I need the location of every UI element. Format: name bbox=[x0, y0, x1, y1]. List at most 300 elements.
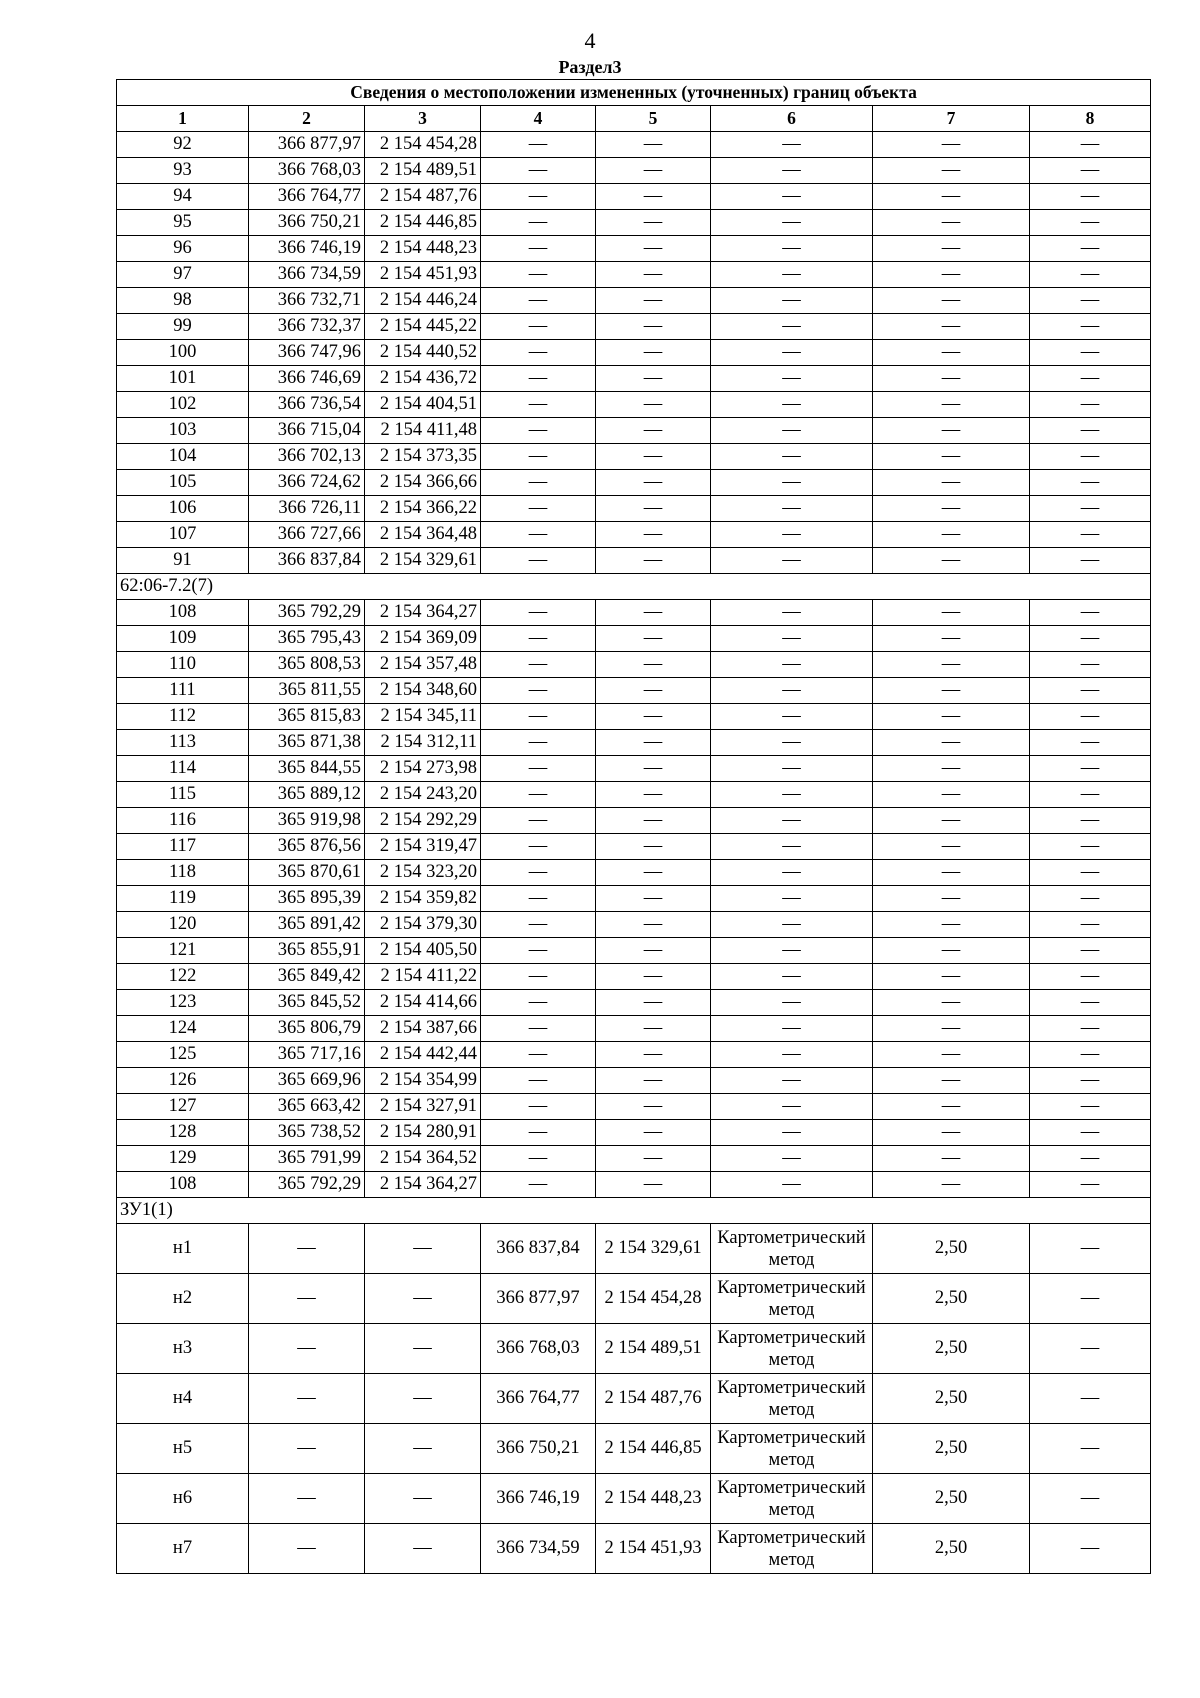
dash-cell: — bbox=[596, 1068, 711, 1094]
dash-cell: — bbox=[711, 1042, 873, 1068]
dash-cell: — bbox=[481, 964, 596, 990]
dash-cell: — bbox=[1030, 834, 1151, 860]
dash-cell: — bbox=[873, 444, 1030, 470]
dash-cell: — bbox=[1030, 1068, 1151, 1094]
point-number: н2 bbox=[117, 1274, 249, 1324]
table-row bbox=[117, 184, 1151, 210]
new-x-coordinate: 366 734,59 bbox=[481, 1524, 596, 1574]
group-label: 62:06-7.2(7) bbox=[117, 574, 1151, 600]
dash-cell: — bbox=[481, 1094, 596, 1120]
column-header-row bbox=[117, 106, 1151, 132]
dash-cell: — bbox=[481, 860, 596, 886]
existing-y-coordinate: 2 154 364,48 bbox=[365, 522, 481, 548]
point-number: 106 bbox=[117, 496, 249, 522]
existing-y-coordinate: 2 154 489,51 bbox=[365, 158, 481, 184]
dash-cell: — bbox=[1030, 886, 1151, 912]
dash-cell: — bbox=[596, 678, 711, 704]
dash-cell: — bbox=[596, 158, 711, 184]
dash-cell: — bbox=[873, 366, 1030, 392]
point-number: н5 bbox=[117, 1424, 249, 1474]
point-number: 117 bbox=[117, 834, 249, 860]
dash-cell: — bbox=[596, 314, 711, 340]
dash-cell: — bbox=[365, 1474, 481, 1524]
dash-cell: — bbox=[873, 314, 1030, 340]
dash-cell: — bbox=[481, 444, 596, 470]
column-header: 2 bbox=[249, 106, 365, 132]
point-number: 126 bbox=[117, 1068, 249, 1094]
existing-y-coordinate: 2 154 451,93 bbox=[365, 262, 481, 288]
existing-x-coordinate: 366 750,21 bbox=[249, 210, 365, 236]
existing-y-coordinate: 2 154 448,23 bbox=[365, 236, 481, 262]
point-number: н7 bbox=[117, 1524, 249, 1574]
dash-cell: — bbox=[711, 652, 873, 678]
table-row bbox=[117, 132, 1151, 158]
dash-cell: — bbox=[711, 730, 873, 756]
dash-cell: — bbox=[1030, 704, 1151, 730]
new-x-coordinate: 366 750,21 bbox=[481, 1424, 596, 1474]
existing-y-coordinate: 2 154 373,35 bbox=[365, 444, 481, 470]
dash-cell: — bbox=[481, 652, 596, 678]
dash-cell: — bbox=[596, 704, 711, 730]
table-row bbox=[117, 678, 1151, 704]
dash-cell: — bbox=[1030, 444, 1151, 470]
dash-cell: — bbox=[481, 730, 596, 756]
dash-cell: — bbox=[596, 522, 711, 548]
point-number: 111 bbox=[117, 678, 249, 704]
existing-x-coordinate: 366 732,37 bbox=[249, 314, 365, 340]
dash-cell: — bbox=[1030, 1374, 1151, 1424]
existing-x-coordinate: 366 764,77 bbox=[249, 184, 365, 210]
table-row bbox=[117, 1016, 1151, 1042]
dash-cell: — bbox=[481, 912, 596, 938]
dash-cell: — bbox=[481, 1042, 596, 1068]
dash-cell: — bbox=[596, 366, 711, 392]
dash-cell: — bbox=[711, 808, 873, 834]
existing-x-coordinate: 365 806,79 bbox=[249, 1016, 365, 1042]
existing-y-coordinate: 2 154 487,76 bbox=[365, 184, 481, 210]
dash-cell: — bbox=[711, 522, 873, 548]
dash-cell: — bbox=[365, 1524, 481, 1574]
dash-cell: — bbox=[481, 626, 596, 652]
dash-cell: — bbox=[596, 236, 711, 262]
dash-cell: — bbox=[873, 600, 1030, 626]
dash-cell: — bbox=[1030, 600, 1151, 626]
existing-y-coordinate: 2 154 411,48 bbox=[365, 418, 481, 444]
point-number: 119 bbox=[117, 886, 249, 912]
dash-cell: — bbox=[873, 652, 1030, 678]
table-row bbox=[117, 1524, 1151, 1574]
existing-y-coordinate: 2 154 327,91 bbox=[365, 1094, 481, 1120]
dash-cell: — bbox=[481, 366, 596, 392]
column-header: 1 bbox=[117, 106, 249, 132]
dash-cell: — bbox=[1030, 340, 1151, 366]
dash-cell: — bbox=[711, 210, 873, 236]
existing-x-coordinate: 366 736,54 bbox=[249, 392, 365, 418]
dash-cell: — bbox=[711, 1146, 873, 1172]
point-number: 116 bbox=[117, 808, 249, 834]
dash-cell: — bbox=[1030, 236, 1151, 262]
dash-cell: — bbox=[481, 990, 596, 1016]
dash-cell: — bbox=[873, 1172, 1030, 1198]
dash-cell: — bbox=[873, 158, 1030, 184]
point-number: 94 bbox=[117, 184, 249, 210]
dash-cell: — bbox=[1030, 652, 1151, 678]
dash-cell: — bbox=[1030, 938, 1151, 964]
dash-cell: — bbox=[249, 1524, 365, 1574]
point-number: н4 bbox=[117, 1374, 249, 1424]
dash-cell: — bbox=[873, 1146, 1030, 1172]
dash-cell: — bbox=[481, 470, 596, 496]
table-row bbox=[117, 912, 1151, 938]
dash-cell: — bbox=[1030, 366, 1151, 392]
table-row bbox=[117, 860, 1151, 886]
table-row bbox=[117, 1120, 1151, 1146]
dash-cell: — bbox=[481, 184, 596, 210]
existing-y-coordinate: 2 154 379,30 bbox=[365, 912, 481, 938]
accuracy-value: 2,50 bbox=[873, 1224, 1030, 1274]
dash-cell: — bbox=[711, 678, 873, 704]
dash-cell: — bbox=[1030, 1224, 1151, 1274]
existing-x-coordinate: 365 669,96 bbox=[249, 1068, 365, 1094]
dash-cell: — bbox=[711, 1016, 873, 1042]
dash-cell: — bbox=[1030, 1172, 1151, 1198]
dash-cell: — bbox=[1030, 860, 1151, 886]
dash-cell: — bbox=[711, 886, 873, 912]
dash-cell: — bbox=[873, 236, 1030, 262]
existing-x-coordinate: 365 889,12 bbox=[249, 782, 365, 808]
accuracy-value: 2,50 bbox=[873, 1474, 1030, 1524]
table-row bbox=[117, 1042, 1151, 1068]
table-row bbox=[117, 730, 1151, 756]
existing-y-coordinate: 2 154 312,11 bbox=[365, 730, 481, 756]
existing-y-coordinate: 2 154 454,28 bbox=[365, 132, 481, 158]
dash-cell: — bbox=[596, 782, 711, 808]
table-caption-row bbox=[117, 80, 1151, 106]
table-row bbox=[117, 288, 1151, 314]
existing-x-coordinate: 365 919,98 bbox=[249, 808, 365, 834]
existing-x-coordinate: 366 732,71 bbox=[249, 288, 365, 314]
point-number: 109 bbox=[117, 626, 249, 652]
dash-cell: — bbox=[873, 938, 1030, 964]
new-y-coordinate: 2 154 329,61 bbox=[596, 1224, 711, 1274]
dash-cell: — bbox=[481, 418, 596, 444]
existing-y-coordinate: 2 154 292,29 bbox=[365, 808, 481, 834]
existing-y-coordinate: 2 154 445,22 bbox=[365, 314, 481, 340]
dash-cell: — bbox=[873, 470, 1030, 496]
dash-cell: — bbox=[596, 990, 711, 1016]
existing-x-coordinate: 365 870,61 bbox=[249, 860, 365, 886]
existing-y-coordinate: 2 154 348,60 bbox=[365, 678, 481, 704]
dash-cell: — bbox=[596, 860, 711, 886]
dash-cell: — bbox=[711, 132, 873, 158]
point-number: 104 bbox=[117, 444, 249, 470]
new-x-coordinate: 366 837,84 bbox=[481, 1224, 596, 1274]
point-number: 128 bbox=[117, 1120, 249, 1146]
dash-cell: — bbox=[596, 730, 711, 756]
dash-cell: — bbox=[873, 548, 1030, 574]
dash-cell: — bbox=[873, 834, 1030, 860]
dash-cell: — bbox=[1030, 522, 1151, 548]
dash-cell: — bbox=[596, 288, 711, 314]
existing-x-coordinate: 366 746,69 bbox=[249, 366, 365, 392]
dash-cell: — bbox=[1030, 912, 1151, 938]
dash-cell: — bbox=[596, 938, 711, 964]
dash-cell: — bbox=[481, 600, 596, 626]
existing-y-coordinate: 2 154 366,66 bbox=[365, 470, 481, 496]
existing-x-coordinate: 365 791,99 bbox=[249, 1146, 365, 1172]
dash-cell: — bbox=[1030, 470, 1151, 496]
dash-cell: — bbox=[481, 782, 596, 808]
existing-y-coordinate: 2 154 354,99 bbox=[365, 1068, 481, 1094]
dash-cell: — bbox=[1030, 990, 1151, 1016]
table-row bbox=[117, 340, 1151, 366]
determination-method: Картометрический метод bbox=[711, 1274, 873, 1324]
point-number: 95 bbox=[117, 210, 249, 236]
table-row bbox=[117, 1146, 1151, 1172]
column-header: 4 bbox=[481, 106, 596, 132]
existing-y-coordinate: 2 154 369,09 bbox=[365, 626, 481, 652]
dash-cell: — bbox=[481, 158, 596, 184]
dash-cell: — bbox=[596, 210, 711, 236]
dash-cell: — bbox=[1030, 1042, 1151, 1068]
existing-x-coordinate: 365 871,38 bbox=[249, 730, 365, 756]
dash-cell: — bbox=[711, 496, 873, 522]
dash-cell: — bbox=[711, 782, 873, 808]
dash-cell: — bbox=[1030, 314, 1151, 340]
point-number: 120 bbox=[117, 912, 249, 938]
dash-cell: — bbox=[1030, 288, 1151, 314]
dash-cell: — bbox=[481, 548, 596, 574]
dash-cell: — bbox=[711, 756, 873, 782]
dash-cell: — bbox=[481, 496, 596, 522]
table-row bbox=[117, 1324, 1151, 1374]
dash-cell: — bbox=[1030, 756, 1151, 782]
dash-cell: — bbox=[873, 756, 1030, 782]
dash-cell: — bbox=[596, 340, 711, 366]
existing-x-coordinate: 365 849,42 bbox=[249, 964, 365, 990]
dash-cell: — bbox=[1030, 678, 1151, 704]
dash-cell: — bbox=[596, 496, 711, 522]
dash-cell: — bbox=[481, 756, 596, 782]
existing-x-coordinate: 366 724,62 bbox=[249, 470, 365, 496]
existing-y-coordinate: 2 154 345,11 bbox=[365, 704, 481, 730]
dash-cell: — bbox=[1030, 964, 1151, 990]
dash-cell: — bbox=[711, 860, 873, 886]
table-row bbox=[117, 626, 1151, 652]
dash-cell: — bbox=[711, 418, 873, 444]
dash-cell: — bbox=[481, 132, 596, 158]
existing-x-coordinate: 365 815,83 bbox=[249, 704, 365, 730]
existing-x-coordinate: 366 877,97 bbox=[249, 132, 365, 158]
accuracy-value: 2,50 bbox=[873, 1324, 1030, 1374]
dash-cell: — bbox=[1030, 1016, 1151, 1042]
boundary-coordinates-table bbox=[116, 79, 1151, 1574]
dash-cell: — bbox=[249, 1474, 365, 1524]
table-row bbox=[117, 652, 1151, 678]
table-row bbox=[117, 1374, 1151, 1424]
group-label: ЗУ1(1) bbox=[117, 1198, 1151, 1224]
dash-cell: — bbox=[711, 834, 873, 860]
dash-cell: — bbox=[711, 340, 873, 366]
determination-method: Картометрический метод bbox=[711, 1324, 873, 1374]
dash-cell: — bbox=[596, 1016, 711, 1042]
table-row bbox=[117, 366, 1151, 392]
dash-cell: — bbox=[1030, 418, 1151, 444]
point-number: 99 bbox=[117, 314, 249, 340]
accuracy-value: 2,50 bbox=[873, 1524, 1030, 1574]
point-number: 100 bbox=[117, 340, 249, 366]
point-number: 91 bbox=[117, 548, 249, 574]
dash-cell: — bbox=[365, 1424, 481, 1474]
table-row bbox=[117, 236, 1151, 262]
dash-cell: — bbox=[365, 1324, 481, 1374]
dash-cell: — bbox=[1030, 730, 1151, 756]
dash-cell: — bbox=[481, 1172, 596, 1198]
dash-cell: — bbox=[596, 1094, 711, 1120]
existing-x-coordinate: 365 808,53 bbox=[249, 652, 365, 678]
table-row bbox=[117, 496, 1151, 522]
table-row bbox=[117, 704, 1151, 730]
new-y-coordinate: 2 154 454,28 bbox=[596, 1274, 711, 1324]
dash-cell: — bbox=[1030, 1094, 1151, 1120]
table-row bbox=[117, 314, 1151, 340]
dash-cell: — bbox=[596, 470, 711, 496]
dash-cell: — bbox=[1030, 210, 1151, 236]
new-x-coordinate: 366 768,03 bbox=[481, 1324, 596, 1374]
dash-cell: — bbox=[873, 1016, 1030, 1042]
point-number: 97 bbox=[117, 262, 249, 288]
existing-x-coordinate: 366 837,84 bbox=[249, 548, 365, 574]
accuracy-value: 2,50 bbox=[873, 1274, 1030, 1324]
existing-y-coordinate: 2 154 273,98 bbox=[365, 756, 481, 782]
table-row bbox=[117, 1224, 1151, 1274]
accuracy-value: 2,50 bbox=[873, 1374, 1030, 1424]
point-number: 108 bbox=[117, 600, 249, 626]
existing-y-coordinate: 2 154 366,22 bbox=[365, 496, 481, 522]
existing-y-coordinate: 2 154 446,24 bbox=[365, 288, 481, 314]
table-row bbox=[117, 782, 1151, 808]
dash-cell: — bbox=[873, 990, 1030, 1016]
dash-cell: — bbox=[365, 1224, 481, 1274]
dash-cell: — bbox=[711, 912, 873, 938]
column-header: 5 bbox=[596, 106, 711, 132]
dash-cell: — bbox=[873, 704, 1030, 730]
dash-cell: — bbox=[249, 1374, 365, 1424]
dash-cell: — bbox=[1030, 1474, 1151, 1524]
point-number: 127 bbox=[117, 1094, 249, 1120]
existing-x-coordinate: 366 727,66 bbox=[249, 522, 365, 548]
dash-cell: — bbox=[481, 834, 596, 860]
dash-cell: — bbox=[711, 1120, 873, 1146]
existing-x-coordinate: 365 792,29 bbox=[249, 1172, 365, 1198]
point-number: 123 bbox=[117, 990, 249, 1016]
dash-cell: — bbox=[596, 262, 711, 288]
column-header: 8 bbox=[1030, 106, 1151, 132]
point-number: 93 bbox=[117, 158, 249, 184]
table-row bbox=[117, 210, 1151, 236]
table-row bbox=[117, 444, 1151, 470]
dash-cell: — bbox=[1030, 808, 1151, 834]
table-row bbox=[117, 938, 1151, 964]
dash-cell: — bbox=[1030, 1120, 1151, 1146]
dash-cell: — bbox=[873, 1094, 1030, 1120]
dash-cell: — bbox=[873, 522, 1030, 548]
table-row bbox=[117, 964, 1151, 990]
dash-cell: — bbox=[1030, 626, 1151, 652]
dash-cell: — bbox=[481, 678, 596, 704]
dash-cell: — bbox=[873, 678, 1030, 704]
determination-method: Картометрический метод bbox=[711, 1474, 873, 1524]
dash-cell: — bbox=[711, 600, 873, 626]
dash-cell: — bbox=[711, 964, 873, 990]
dash-cell: — bbox=[711, 158, 873, 184]
dash-cell: — bbox=[873, 496, 1030, 522]
table-row bbox=[117, 522, 1151, 548]
dash-cell: — bbox=[596, 834, 711, 860]
existing-y-coordinate: 2 154 329,61 bbox=[365, 548, 481, 574]
table-row bbox=[117, 470, 1151, 496]
dash-cell: — bbox=[1030, 184, 1151, 210]
table-row bbox=[117, 1068, 1151, 1094]
point-number: 121 bbox=[117, 938, 249, 964]
existing-x-coordinate: 365 845,52 bbox=[249, 990, 365, 1016]
table-row bbox=[117, 756, 1151, 782]
table-row bbox=[117, 262, 1151, 288]
point-number: 92 bbox=[117, 132, 249, 158]
table-caption: Сведения о местоположении измененных (уточненных) границ объекта bbox=[117, 80, 1151, 106]
existing-x-coordinate: 366 726,11 bbox=[249, 496, 365, 522]
new-x-coordinate: 366 746,19 bbox=[481, 1474, 596, 1524]
dash-cell: — bbox=[481, 1146, 596, 1172]
dash-cell: — bbox=[481, 288, 596, 314]
point-number: 102 bbox=[117, 392, 249, 418]
existing-y-coordinate: 2 154 442,44 bbox=[365, 1042, 481, 1068]
dash-cell: — bbox=[1030, 262, 1151, 288]
existing-x-coordinate: 365 891,42 bbox=[249, 912, 365, 938]
existing-y-coordinate: 2 154 411,22 bbox=[365, 964, 481, 990]
dash-cell: — bbox=[596, 756, 711, 782]
dash-cell: — bbox=[711, 444, 873, 470]
existing-x-coordinate: 365 738,52 bbox=[249, 1120, 365, 1146]
table-row bbox=[117, 808, 1151, 834]
dash-cell: — bbox=[711, 704, 873, 730]
dash-cell: — bbox=[873, 1068, 1030, 1094]
existing-y-coordinate: 2 154 364,27 bbox=[365, 1172, 481, 1198]
table-row bbox=[117, 1094, 1151, 1120]
point-number: 114 bbox=[117, 756, 249, 782]
existing-x-coordinate: 365 717,16 bbox=[249, 1042, 365, 1068]
dash-cell: — bbox=[873, 912, 1030, 938]
column-header: 6 bbox=[711, 106, 873, 132]
dash-cell: — bbox=[481, 210, 596, 236]
dash-cell: — bbox=[596, 1120, 711, 1146]
existing-x-coordinate: 366 747,96 bbox=[249, 340, 365, 366]
table-row bbox=[117, 834, 1151, 860]
table-row bbox=[117, 600, 1151, 626]
dash-cell: — bbox=[873, 782, 1030, 808]
dash-cell: — bbox=[711, 236, 873, 262]
determination-method: Картометрический метод bbox=[711, 1224, 873, 1274]
accuracy-value: 2,50 bbox=[873, 1424, 1030, 1474]
dash-cell: — bbox=[596, 626, 711, 652]
point-number: 101 bbox=[117, 366, 249, 392]
point-number: 129 bbox=[117, 1146, 249, 1172]
table-row bbox=[117, 392, 1151, 418]
dash-cell: — bbox=[481, 392, 596, 418]
dash-cell: — bbox=[873, 730, 1030, 756]
table-row bbox=[117, 1172, 1151, 1198]
point-number: н3 bbox=[117, 1324, 249, 1374]
